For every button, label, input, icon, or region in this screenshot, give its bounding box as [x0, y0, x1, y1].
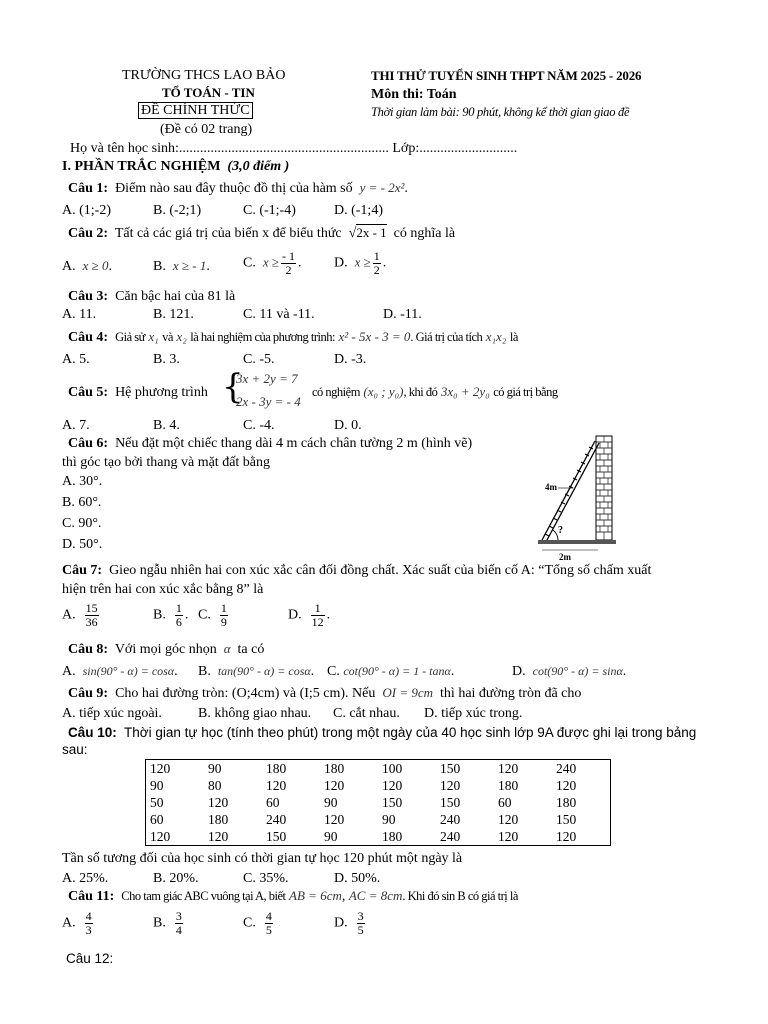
- question-text: Thời gian tự học (tính theo phút) trong một ngày của 40 học sinh lớp 9A được ghi lại trong bảng: [124, 725, 697, 740]
- fraction: [265, 910, 273, 936]
- table-cell: 120: [208, 829, 229, 844]
- table-cell: 240: [556, 761, 577, 776]
- denominator: 2: [285, 262, 292, 277]
- table-cell: 240: [440, 812, 461, 827]
- table-cell: 120: [498, 829, 519, 844]
- table-cell: 150: [440, 761, 461, 776]
- condition: OI = 9cm: [382, 685, 434, 700]
- ground: [538, 540, 616, 544]
- q6-option-b: B. 60°.: [62, 495, 102, 510]
- fraction: [373, 250, 381, 276]
- question-text: Căn bậc hai của 81 là: [115, 289, 236, 304]
- expression: 3x₀ + 2y₀: [440, 384, 490, 399]
- fraction: [281, 250, 296, 276]
- q9-option-c: C. cắt nhau.: [333, 706, 400, 721]
- official-label: [138, 103, 253, 119]
- option-label: C.: [327, 664, 340, 679]
- fraction: [220, 602, 228, 628]
- q2-option-b: B. x ≥ - 1.: [153, 258, 210, 274]
- table-row: [146, 777, 611, 794]
- table-row: [146, 811, 611, 828]
- question-text: Điểm nào sau đây thuộc đồ thị của hàm số: [115, 181, 353, 196]
- system-brace: {: [222, 367, 244, 407]
- option-math: cot(90° - α) = sinα: [532, 664, 623, 678]
- numerator: 3: [357, 909, 364, 923]
- question-text: là hai nghiệm của phương trình:: [190, 330, 336, 344]
- option-math: sin(90° - α) = cosα: [82, 664, 175, 678]
- formula: y = - 2x²: [359, 180, 405, 195]
- question-text: là: [509, 330, 518, 344]
- table-cell: 50: [150, 795, 164, 810]
- q2-option-d: D. x ≥ $\frac{1}{2}$ .: [334, 249, 387, 277]
- fraction: [311, 602, 325, 628]
- q7-option-a: [62, 602, 101, 628]
- question-label: Câu 6:: [68, 436, 109, 451]
- table-cell: 60: [266, 795, 280, 810]
- fraction: [85, 602, 99, 628]
- denominator: 4: [175, 922, 182, 937]
- fraction: [175, 910, 183, 936]
- denominator: 2: [373, 262, 380, 277]
- q9-option-d: D. tiếp xúc trong.: [424, 706, 523, 721]
- question-text: Tất cả các giá trị của biến x để biểu thức: [114, 226, 342, 241]
- question-label: Câu 2:: [68, 226, 109, 241]
- q6-option-a: A. 30°.: [62, 474, 103, 489]
- q4-option-a: A. 5.: [62, 352, 90, 367]
- time-note: Thời gian làm bài: 90 phút, không kể thời gian giao đề: [371, 105, 630, 119]
- q10-option-b: B. 20%.: [153, 871, 199, 886]
- table-row: [146, 760, 611, 778]
- option-math: x ≥ - 1: [172, 258, 207, 273]
- department: TỔ TOÁN - TIN: [162, 85, 255, 100]
- numerator: 4: [265, 909, 272, 923]
- q1-option-a: A. (1;-2): [62, 203, 111, 218]
- numerator: 3: [175, 909, 182, 923]
- radicand: 2x - 1: [356, 225, 387, 240]
- question-label: Câu 1:: [68, 181, 109, 196]
- table-cell: 120: [324, 778, 345, 793]
- table-cell: 180: [556, 795, 577, 810]
- question-text: Giả sử: [115, 330, 145, 344]
- table-cell: 180: [498, 778, 519, 793]
- q2-option-c: C. x ≥ $\frac{- 1}{2}$ .: [243, 249, 302, 277]
- official-box: ĐỀ CHÍNH THỨC: [138, 102, 253, 119]
- question-text: Hệ phương trình: [115, 385, 208, 400]
- q8-option-b: B. tan(90° - α) = cosα.: [198, 664, 315, 679]
- system-equation-1: 3x + 2y = 7: [236, 371, 298, 386]
- denominator: 3: [85, 922, 92, 937]
- option-label: C.: [198, 607, 211, 623]
- table-cell: 120: [150, 761, 171, 776]
- table-cell: 240: [440, 829, 461, 844]
- question-8: [68, 642, 264, 658]
- q7-option-d: D. $\frac{1}{12}$ .: [288, 601, 331, 629]
- question-6: [68, 436, 472, 452]
- option-label: B.: [198, 664, 211, 679]
- option-label: D.: [288, 607, 302, 623]
- option-label: D.: [334, 255, 348, 271]
- q2-option-a: A. x ≥ 0.: [62, 258, 113, 274]
- study-time-table: [145, 759, 611, 846]
- table-row: [146, 794, 611, 811]
- q9-option-a: A. tiếp xúc ngoài.: [62, 706, 162, 721]
- numerator: - 1: [282, 249, 295, 263]
- question-text: có giá trị bằng: [493, 385, 558, 399]
- table-row: [146, 828, 611, 846]
- question-text: Gieo ngẫu nhiên hai con xúc xắc cân đối đồng chất. Xác suất của biến cố A: “Tổng số chấm xuất: [109, 563, 652, 578]
- table-cell: 150: [382, 795, 403, 810]
- solution-pair: (x₀ ; y₀): [363, 384, 404, 399]
- numerator: 1: [220, 601, 227, 615]
- q11-option-c: [243, 910, 275, 936]
- denominator: 5: [265, 922, 272, 937]
- table-cell: 60: [498, 795, 512, 810]
- denominator: 12: [311, 614, 324, 629]
- table-cell: 120: [556, 829, 577, 844]
- question-12: Câu 12:: [66, 951, 114, 966]
- denominator: 36: [85, 614, 98, 629]
- question-text: . Giá trị của tích: [410, 330, 483, 344]
- numerator: 1: [373, 249, 380, 263]
- question-6-line2: thì góc tạo bởi thang và mặt đất bằng: [62, 455, 271, 470]
- system-equation-2: 2x - 3y = - 4: [236, 394, 301, 409]
- question-label: Câu 10:: [68, 725, 117, 740]
- table-cell: 180: [324, 761, 345, 776]
- numerator: 1: [175, 601, 182, 615]
- section-points: (3,0 điểm ): [227, 159, 290, 174]
- option-math: x ≥: [354, 254, 371, 270]
- question-text: và: [162, 330, 173, 344]
- question-text: ta có: [237, 642, 265, 657]
- table-cell: 120: [150, 829, 171, 844]
- question-label: Câu 8:: [68, 642, 109, 657]
- q1-option-d: D. (-1;4): [334, 203, 383, 218]
- q8-option-a: A. sin(90° - α) = cosα.: [62, 664, 178, 679]
- option-label: B.: [153, 259, 166, 274]
- question-10-line2: sau:: [62, 742, 88, 757]
- q4-option-d: D. -3.: [334, 352, 367, 367]
- angle-label: ?: [558, 525, 563, 536]
- question-text: . Khi đó sin B có giá trị là: [402, 889, 518, 903]
- sqrt-expression: √2x - 1: [348, 225, 387, 241]
- question-label: Câu 4:: [68, 330, 109, 345]
- student-info-line: Họ và tên học sinh:............................................................ Lớp:............................: [70, 141, 518, 156]
- q10-option-c: C. 35%.: [243, 871, 289, 886]
- option-label: D.: [512, 664, 526, 679]
- q8-option-d: D. cot(90° - α) = sinα.: [512, 664, 627, 679]
- question-9: [68, 686, 581, 702]
- math-var: x₁: [148, 329, 159, 344]
- equation: x² - 5x - 3 = 0: [338, 329, 411, 344]
- numerator: 15: [85, 601, 98, 615]
- math-product: x₁x₂: [485, 329, 507, 344]
- table-cell: 60: [150, 812, 164, 827]
- question-label: Câu 7:: [62, 563, 103, 578]
- denominator: 5: [357, 922, 364, 937]
- math-var: α: [223, 641, 231, 656]
- table-cell: 100: [382, 761, 403, 776]
- option-label: B.: [153, 607, 166, 623]
- table-cell: 120: [440, 778, 461, 793]
- question-text: Cho tam giác ABC vuông tại A, biết: [121, 889, 286, 903]
- q3-option-c: C. 11 và -11.: [243, 307, 315, 322]
- table-cell: 150: [266, 829, 287, 844]
- table-cell: 120: [498, 761, 519, 776]
- table-cell: 120: [382, 778, 403, 793]
- option-math: tan(90° - α) = cosα: [217, 664, 311, 678]
- section-title: [62, 159, 289, 175]
- fraction: [175, 602, 183, 628]
- option-math: x ≥ 0: [82, 258, 109, 273]
- table-cell: 120: [556, 778, 577, 793]
- table-cell: 90: [208, 761, 222, 776]
- question-label: Câu 5:: [68, 385, 109, 400]
- question-label: Câu 11:: [68, 889, 115, 904]
- question-11: [68, 889, 518, 905]
- q10-option-a: A. 25%.: [62, 871, 109, 886]
- q3-option-a: A. 11.: [62, 307, 97, 322]
- q9-option-b: B. không giao nhau.: [198, 706, 312, 721]
- q5-option-c: C. -4.: [243, 418, 275, 433]
- question-text: Cho hai đường tròn: (O;4cm) và (I;5 cm). Nếu: [115, 686, 376, 701]
- question-label: Câu 3:: [68, 289, 109, 304]
- q4-option-b: B. 3.: [153, 352, 180, 367]
- question-7-line2: hiện trên hai con xúc xắc bằng 8” là: [62, 582, 264, 597]
- question-5-label: [68, 385, 208, 401]
- ladder-figure: [518, 433, 618, 563]
- question-1: Câu 1: Điểm nào sau đây thuộc đồ thị của hàm số y = - 2x².: [68, 180, 408, 196]
- question-text: có nghiệm: [312, 385, 360, 399]
- option-label: C.: [243, 255, 256, 271]
- question-3: [68, 289, 235, 305]
- question-text: thì hai đường tròn đã cho: [440, 686, 582, 701]
- table-cell: 90: [382, 812, 396, 827]
- question-text: có nghĩa là: [393, 226, 456, 241]
- q11-option-a: [62, 910, 95, 936]
- table-cell: 240: [266, 812, 287, 827]
- q7-option-b: B. $\frac{1}{6}$ .: [153, 601, 189, 629]
- question-text: , khi đó: [403, 385, 438, 399]
- fraction: [357, 910, 365, 936]
- question-label: Câu 9:: [68, 686, 109, 701]
- q5-option-d: D. 0.: [334, 418, 362, 433]
- brick-wall: [596, 436, 612, 540]
- table-cell: 180: [382, 829, 403, 844]
- question-2: [68, 226, 455, 242]
- question-10: [68, 725, 696, 741]
- question-7: [62, 563, 651, 579]
- q4-option-c: C. -5.: [243, 352, 275, 367]
- table-cell: 90: [324, 795, 338, 810]
- q3-option-d: D. -11.: [383, 307, 422, 322]
- q11-option-b: [153, 910, 185, 936]
- q11-option-d: [334, 910, 367, 936]
- table-cell: 150: [556, 812, 577, 827]
- q1-option-c: C. (-1;-4): [243, 203, 296, 218]
- option-label: C.: [243, 915, 256, 931]
- q6-option-c: C. 90°.: [62, 516, 102, 531]
- question-10-prompt: Tần số tương đối của học sinh có thời gian tự học 120 phút một ngày là: [62, 851, 463, 866]
- q8-option-c: C. cot(90° - α) = 1 - tanα.: [327, 664, 455, 679]
- table-cell: 120: [498, 812, 519, 827]
- question-text: Với mọi góc nhọn: [114, 642, 217, 657]
- denominator: 9: [220, 614, 227, 629]
- q10-option-d: D. 50%.: [334, 871, 381, 886]
- question-5-rest: [312, 385, 558, 401]
- table-cell: 120: [208, 795, 229, 810]
- math-var: x₂: [176, 329, 187, 344]
- given-ab: AB = 6cm: [289, 888, 342, 903]
- question-4: [68, 330, 518, 346]
- denominator: 6: [175, 614, 182, 629]
- table-cell: 180: [208, 812, 229, 827]
- q5-option-b: B. 4.: [153, 418, 180, 433]
- table-cell: 120: [266, 778, 287, 793]
- table-cell: 150: [440, 795, 461, 810]
- table-body: [146, 760, 611, 846]
- table-cell: 80: [208, 778, 222, 793]
- option-label: A.: [62, 664, 76, 679]
- q1-option-b: B. (-2;1): [153, 203, 202, 218]
- option-math: x ≥: [262, 254, 279, 270]
- option-label: A.: [62, 915, 76, 931]
- numerator: 4: [85, 909, 92, 923]
- option-label: A.: [62, 607, 76, 623]
- table-cell: 120: [324, 812, 345, 827]
- given-ac: AC = 8cm: [348, 888, 403, 903]
- exam-title: THI THỬ TUYỂN SINH THPT NĂM 2025 - 2026: [371, 68, 642, 83]
- question-text: Nếu đặt một chiếc thang dài 4 m cách chân tường 2 m (hình vẽ): [115, 436, 473, 451]
- ladder-length-label: 4m: [545, 482, 557, 492]
- section-title-text: I. PHẦN TRẮC NGHIỆM: [62, 159, 221, 174]
- q3-option-b: B. 121.: [153, 307, 194, 322]
- pages-note: (Đề có 02 trang): [160, 122, 253, 137]
- fraction: [85, 910, 93, 936]
- table-cell: 90: [150, 778, 164, 793]
- base-length-label: 2m: [559, 552, 571, 562]
- q6-option-d: D. 50°.: [62, 537, 103, 552]
- table-cell: 180: [266, 761, 287, 776]
- option-label: A.: [62, 259, 76, 274]
- q7-option-c: [198, 602, 230, 628]
- table-cell: 90: [324, 829, 338, 844]
- numerator: 1: [311, 602, 325, 616]
- subject: Môn thi: Toán: [371, 87, 457, 102]
- question-text: ,: [341, 889, 346, 904]
- school-name: TRƯỜNG THCS LAO BẢO: [122, 68, 286, 83]
- option-label: B.: [153, 915, 166, 931]
- q5-option-a: A. 7.: [62, 418, 90, 433]
- option-label: D.: [334, 915, 348, 931]
- option-math: cot(90° - α) = 1 - tanα: [343, 664, 451, 678]
